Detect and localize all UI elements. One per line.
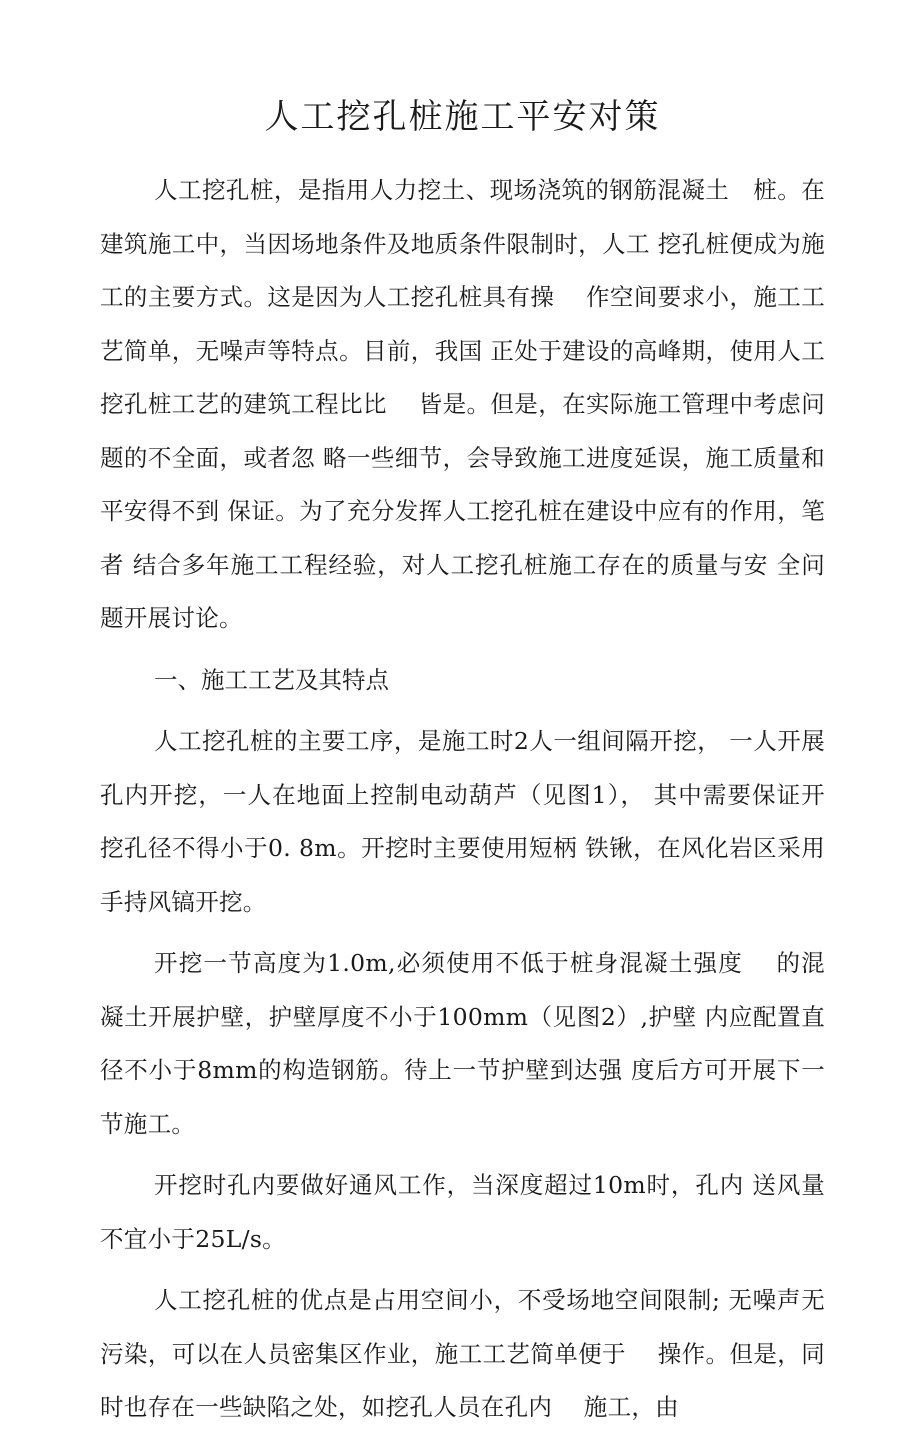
section-heading: 一、施工工艺及其特点: [154, 665, 389, 694]
paragraph-excavation: 开挖一节高度为1.0m,必须使用不低于桩身混凝土强度 的混凝土开展护壁，护壁厚度不小于100mm（见图2）,护壁 内应配置直径不小于8mm的构造钢筋。待上一节护壁到达强 度后方可开展下一节施工。: [100, 949, 825, 1138]
paragraph-ventilation: 开挖时孔内要做好通风工作，当深度超过10m时，孔内 送风量不宜小于25L/s。: [100, 1171, 825, 1253]
paragraph-advantages: 人工挖孔桩的优点是占用空间小，不受场地空间限制; 无噪声无污染，可以在人员密集区作业，施工工艺简单便于 操作。但是，同时也存在一些缺陷之处，如挖孔人员在孔内 施工，由: [100, 1286, 825, 1421]
paragraph-process: 人工挖孔桩的主要工序，是施工时2人一组间隔开挖， 一人开展孔内开挖，一人在地面上控制电动葫芦（见图1）， 其中需要保证开挖孔径不得小于0. 8m。开挖时主要使用短柄 铁锹，在风化岩区采用手持风镐开挖。: [100, 727, 825, 916]
document-title: 人工挖孔桩施工平安对策: [264, 97, 661, 137]
paragraph-intro: 人工挖孔桩，是指用人力挖土、现场浇筑的钢筋混凝土 桩。在建筑施工中，当因场地条件及地质条件限制时，人工 挖孔桩便成为施工的主要方式。这是因为人工挖孔桩具有操 作空间要求小，施工工艺简单，无噪声等特点。目前，我国 正处于建设的高峰期，使用人工挖孔桩工艺的建筑工程比比 皆是。但是，在实际施工管理中考虑问题的不全面，或者忽 略一些细节，会导致施工进度延误，施工质量和平安得不到 保证。为了充分发挥人工挖孔桩在建设中应有的作用，笔者 结合多年施工工程经验，对人工挖孔桩施工存在的质量与安 全问题开展讨论。: [100, 176, 825, 632]
